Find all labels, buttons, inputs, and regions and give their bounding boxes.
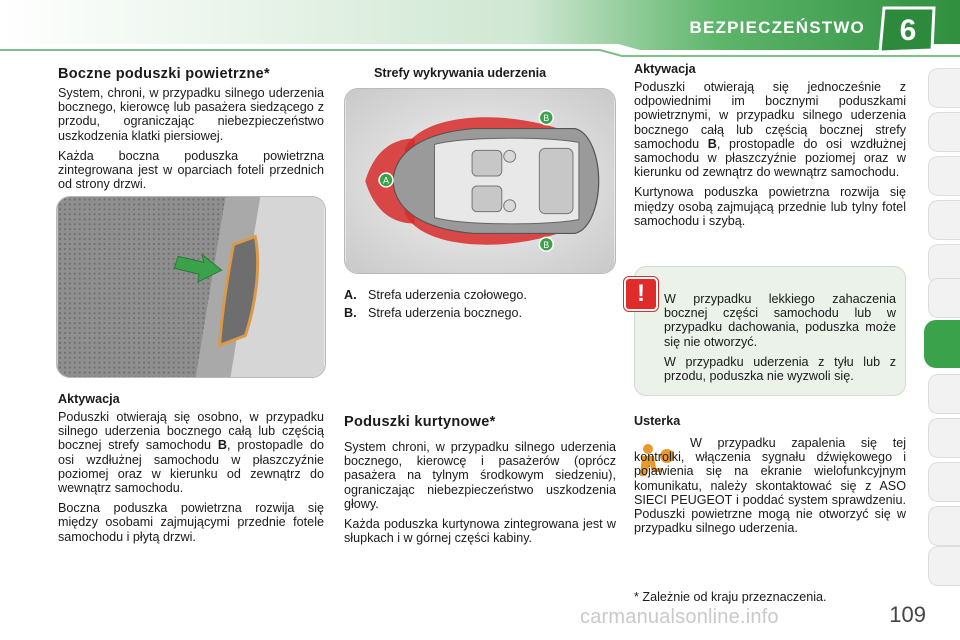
paragraph bbox=[58, 410, 324, 495]
paragraph: W przypadku zapalenia się tej kontrolki, włączenia sygnału dźwiękowego i pojawienia się na ekranie wielofunkcyjnym komunikatu, należy skontaktować się z ASO SIECI PEUGEOT i poddać system sprawdzeniu. Poduszki powietrzne mogą nie otworzyć się w przypadku silnego uderzenia. bbox=[634, 436, 906, 536]
page-title: BEZPIECZEŃSTWO bbox=[689, 18, 865, 37]
footnote: * Zależnie od kraju przeznaczenia. bbox=[634, 590, 827, 604]
paragraph: W przypadku uderzenia z tyłu lub z przodu, poduszka nie wyzwoli się. bbox=[664, 354, 896, 384]
legend-item-b bbox=[344, 306, 616, 320]
paragraph: W przypadku lekkiego zahaczenia bocznej części samochodu lub w przypadku dachowania, poduszka może się nie otworzyć. bbox=[664, 292, 896, 349]
chapter-number: 6 bbox=[899, 14, 917, 47]
activation-text-left bbox=[58, 410, 324, 550]
impact-zones-diagram bbox=[344, 88, 616, 274]
curtain-airbags-heading: Poduszki kurtynowe* bbox=[344, 414, 496, 430]
fault-heading: Usterka bbox=[634, 414, 681, 428]
zone-b-marker: B bbox=[707, 136, 717, 151]
zone-a-label: A bbox=[383, 175, 389, 186]
text-span: Poduszki otwierają się jednocześnie z odpowiednimi im bocznymi poduszkami powietrznymi, w przypadku silnego uderzenia bocznego całą lub częścią bocznej strefy samochodu bbox=[634, 80, 906, 151]
paragraph bbox=[634, 80, 906, 179]
impact-zones-heading: Strefy wykrywania uderzenia bbox=[374, 66, 547, 80]
chapter-tab[interactable] bbox=[928, 278, 960, 318]
paragraph: System, chroni, w przypadku silnego uderzenia bocznego, kierowcę lub pasażera siedzącego z przodu, ograniczając niebezpieczeństwo uszkodzenia klatki piersiowej. bbox=[58, 86, 324, 143]
chapter-tab[interactable] bbox=[928, 506, 960, 546]
side-airbags-text bbox=[58, 86, 324, 197]
paragraph: Boczna poduszka powietrzna rozwija się między osobami zajmującymi przednie fotele samochodu i płytą drzwi. bbox=[58, 501, 324, 544]
chapter-tab[interactable] bbox=[928, 200, 960, 240]
text-span: Poduszki otwierają się osobno, w przypadku silnego uderzenia bocznego całą lub częścią bocznej strefy samochodu bbox=[58, 410, 324, 453]
zones-legend bbox=[344, 288, 616, 320]
chapter-tab[interactable] bbox=[928, 462, 960, 502]
text-span: , prostopadle do osi wzdłużnej samochodu w płaszczyźnie poziomej oraz w kierunku od zewnątrz do wewnątrz samochodu. bbox=[634, 136, 907, 180]
chapter-tab[interactable] bbox=[928, 418, 960, 458]
activation-heading-left: Aktywacja bbox=[58, 392, 120, 406]
text-span: , prostopadle do osi wzdłużnej samochodu w płaszczyźnie poziomej oraz w kierunku od zewnątrz do wewnątrz samochodu. bbox=[58, 438, 324, 496]
chapter-tab[interactable] bbox=[928, 112, 960, 152]
legend-item-a bbox=[344, 288, 616, 302]
zone-b-label-bottom: B bbox=[543, 239, 550, 250]
paragraph: Każda poduszka kurtynowa zintegrowana jest w słupkach i w górnej części kabiny. bbox=[344, 517, 616, 546]
legend-text: Strefa uderzenia bocznego. bbox=[368, 306, 523, 321]
warning-icon: ! bbox=[624, 277, 658, 311]
chapter-tab[interactable] bbox=[928, 68, 960, 108]
side-airbags-heading: Boczne poduszki powietrzne* bbox=[58, 66, 270, 82]
paragraph: System chroni, w przypadku silnego uderzenia bocznego, kierowcę i pasażerów (oprócz pasażera na tylnym środkowym siedzeniu), ograniczając niebezpieczeństwo uszkodzenia głowy. bbox=[344, 440, 616, 511]
page-number: 109 bbox=[889, 602, 926, 627]
paragraph: Kurtynowa poduszka powietrzna rozwija się między osobą zajmującą przednie lub tylny fotel samochodu i szybą. bbox=[634, 185, 906, 228]
chapter-tab[interactable] bbox=[928, 546, 960, 586]
curtain-airbags-text bbox=[344, 440, 616, 551]
chapter-tab[interactable] bbox=[928, 156, 960, 196]
zone-b-label-top: B bbox=[543, 113, 550, 124]
warning-text bbox=[664, 292, 896, 389]
paragraph: Każda boczna poduszka powietrzna zintegrowana jest w oparciach foteli przednich od strony drzwi. bbox=[58, 148, 324, 192]
legend-letter: B. bbox=[344, 306, 357, 321]
activation-text-right bbox=[634, 80, 906, 234]
watermark: carmanualsonline.info bbox=[580, 606, 779, 628]
zone-b-marker: B bbox=[217, 438, 227, 453]
chapter-tab[interactable] bbox=[928, 374, 960, 414]
seat-airbag-illustration bbox=[56, 196, 326, 378]
chapter-tab-active[interactable] bbox=[924, 320, 960, 368]
activation-heading-right: Aktywacja bbox=[634, 62, 696, 76]
legend-letter: A. bbox=[344, 288, 357, 302]
legend-text: Strefa uderzenia czołowego. bbox=[368, 288, 527, 302]
fault-text bbox=[634, 436, 906, 541]
